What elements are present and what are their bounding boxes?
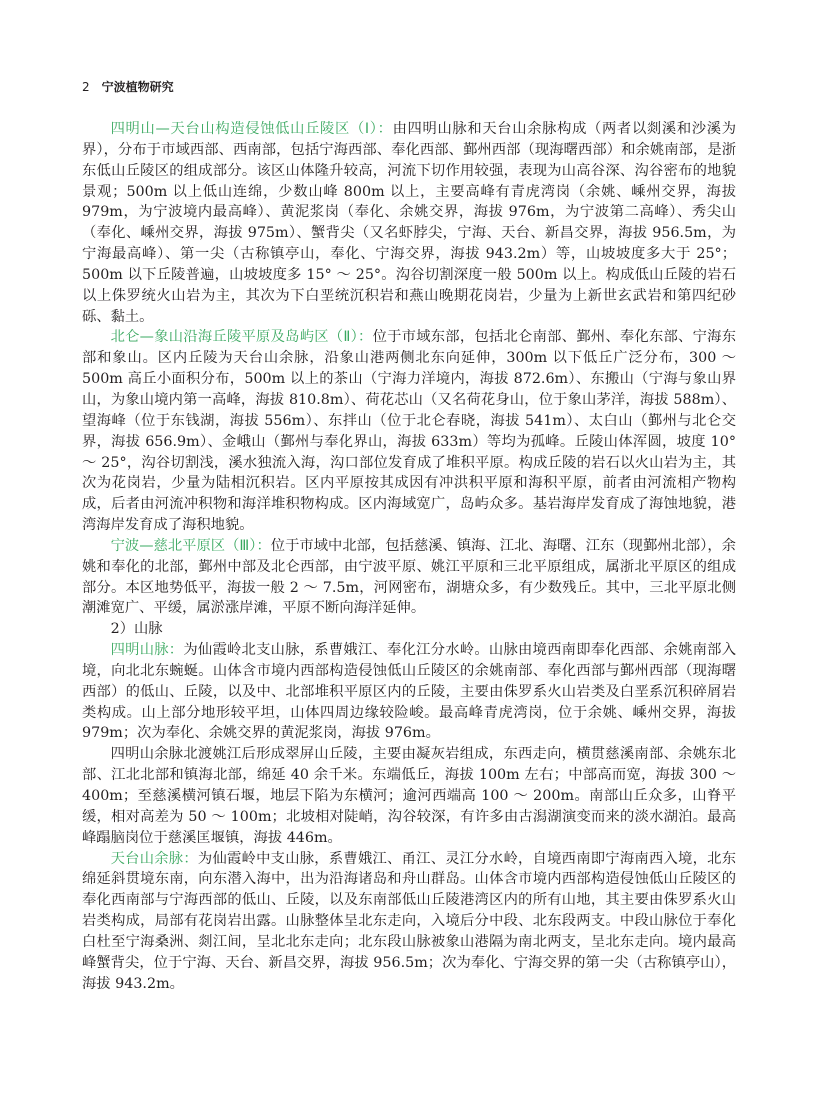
running-header — [82, 78, 174, 95]
page-number: 2 — [82, 80, 90, 94]
range-heading: 四明山脉： — [110, 642, 184, 659]
paragraph-tiantai-range — [82, 849, 736, 995]
paragraph-siming-range — [82, 640, 736, 744]
paragraph-text: 为仙霞岭北支山脉，系曹娥江、奉化江分水岭。山脉由境西南即奉化西部、余姚南部入境，向北北东蜿蜒。山体含市境内西部构造侵蚀低山丘陵区的余姚南部、奉化西部与鄞州西部（现海曙西部）的低山、丘陵，以及中、北部堆积平原区内的丘陵，主要由侏罗系火山岩类及白垩系沉积碎屑岩类构成。山上部分地形较平坦，山体四周边缘较险峻。最高峰青虎湾岗，位于余姚、嵊州交界，海拔 979m；次为奉化、余姚交界的黄泥浆岗，海拔 976m。 — [82, 642, 737, 742]
region-heading: 宁波—慈北平原区（Ⅲ）： — [110, 537, 271, 554]
paragraph-region-2 — [82, 327, 736, 535]
range-heading: 天台山余脉： — [110, 850, 198, 867]
paragraph-text: 四明山余脉北渡姚江后形成翠屏山丘陵，主要由凝灰岩组成，东西走向，横贯慈溪南部、余姚东北部、江北北部和镇海北部，绵延 40 余千米。东端低丘，海拔 100m 左右；中部高而宽，海拔 300 ～ 400m；至慈溪横河镇石堰，地层下陷为东横河；逾河西端高 100 ～ 200m。南部山丘众多，山脊平缓，相对高差为 50 ～ 100m；北坡相对陡峭，沟谷较深，有许多由古潟湖演变而来的淡水湖泊。最高峰蹋脑岗位于慈溪匡堰镇，海拔 446m。 — [82, 746, 736, 846]
book-title: 宁波植物研究 — [101, 80, 174, 94]
paragraph-cuiping-hills — [82, 744, 736, 848]
paragraph-region-1 — [82, 119, 736, 327]
body-text — [82, 119, 736, 994]
region-heading: 北仑—象山沿海丘陵平原及岛屿区（Ⅱ）： — [110, 329, 373, 346]
region-heading: 四明山—天台山构造侵蚀低山丘陵区（Ⅰ）： — [110, 121, 393, 137]
paragraph-text: 由四明山脉和天台山余脉构成（两者以剡溪和沙溪为界），分布于市域西部、西南部，包括宁海西部、奉化西部、鄞州西部（现海曙西部）和余姚南部，是浙东低山丘陵区的组成部分。该区山体隆升较高，河流下切作用较强，表现为山高谷深、沟谷密布的地貌景观；500m 以上低山连绵，少数山峰 800m 以上，主要高峰有青虎湾岗（余姚、嵊州交界，海拔 979m，为宁波境内最高峰）、黄泥浆岗（奉化、余姚交界，海拔 976m，为宁波第二高峰）、秀尖山（奉化、嵊州交界，海拔 975m）、蟹背尖（又名虾脖尖，宁海、天台、新昌交界，海拔 956.5m，为宁海最高峰）、第一尖（古称镇亭山，奉化、宁海交界，海拔 943.2m）等，山坡坡度多大于 25°；500m 以下丘陵普遍，山坡坡度多 15° ～ 25°。沟谷切割深度一般 500m 以上。构成低山丘陵的岩石以上侏罗统火山岩为主，其次为下白垩统沉积岩和燕山晚期花岗岩，少量为上新世玄武岩和第四纪砂砾、黏土。 — [82, 121, 736, 325]
section-heading-text: 2）山脉 — [110, 621, 163, 638]
paragraph-text: 位于市域中北部，包括慈溪、镇海、江北、海曙、江东（现鄞州北部），余姚和奉化的北部，鄞州中部及北仑西部，由宁波平原、姚江平原和三北平原组成，属浙北平原区的组成部分。本区地势低平，海拔一般 2 ～ 7.5m，河网密布，湖塘众多，有少数残丘。其中，三北平原北侧潮滩宽广、平缓，属淤涨岸滩，平原不断向海洋延伸。 — [82, 537, 736, 617]
paragraph-text: 位于市域东部，包括北仑南部、鄞州、奉化东部、宁海东部和象山。区内丘陵为天台山余脉，沿象山港两侧北东向延伸，300m 以下低丘广泛分布，300 ～ 500m 高丘小面积分布，500m 以上的茶山（宁海力洋境内，海拔 872.6m）、东搬山（宁海与象山界山，为象山境内第一高峰，海拔 810.8m）、荷花芯山（又名荷花身山，位于象山茅洋，海拔 588m）、望海峰（位于东钱湖，海拔 556m）、东拌山（位于北仑春晓，海拔 541m）、太白山（鄞州与北仑交界，海拔 656.9m）、金峨山（鄞州与奉化界山，海拔 633m）等均为孤峰。丘陵山体浑圆，坡度 10° ～ 25°，沟谷切割浅，溪水独流入海，沟口部位发育成了堆积平原。构成丘陵的岩石以火山岩为主，其次为花岗岩，少量为陆相沉积岩。区内平原按其成因有冲洪积平原和海积平原，前者由河流相产物构成，后者由河流冲积物和海洋堆积物构成。区内海域宽广，岛屿众多。基岩海岸发育成了海蚀地貌，港湾海岸发育成了海积地貌。 — [82, 329, 736, 534]
paragraph-text: 为仙霞岭中支山脉，系曹娥江、甬江、灵江分水岭，自境西南即宁海南西入境，北东绵延斜贯境东南，向东潜入海中，出为沿海诸岛和舟山群岛。山体含市境内西部构造侵蚀低山丘陵区的奉化西南部与宁海西部的低山、丘陵，以及东南部低山丘陵港湾区内的所有山地，其主要由侏罗系火山岩类构成，局部有花岗岩出露。山脉整体呈北东走向，入境后分中段、北东段两支。中段山脉位于奉化白杜至宁海桑洲、剡江间，呈北北东走向；北东段山脉被象山港隔为南北两支，呈北东走向。境内最高峰蟹背尖，位于宁海、天台、新昌交界，海拔 956.5m；次为奉化、宁海交界的第一尖（古称镇亭山），海拔 943.2m。 — [82, 850, 737, 992]
section-heading-mountains — [82, 619, 736, 640]
paragraph-region-3 — [82, 536, 736, 619]
